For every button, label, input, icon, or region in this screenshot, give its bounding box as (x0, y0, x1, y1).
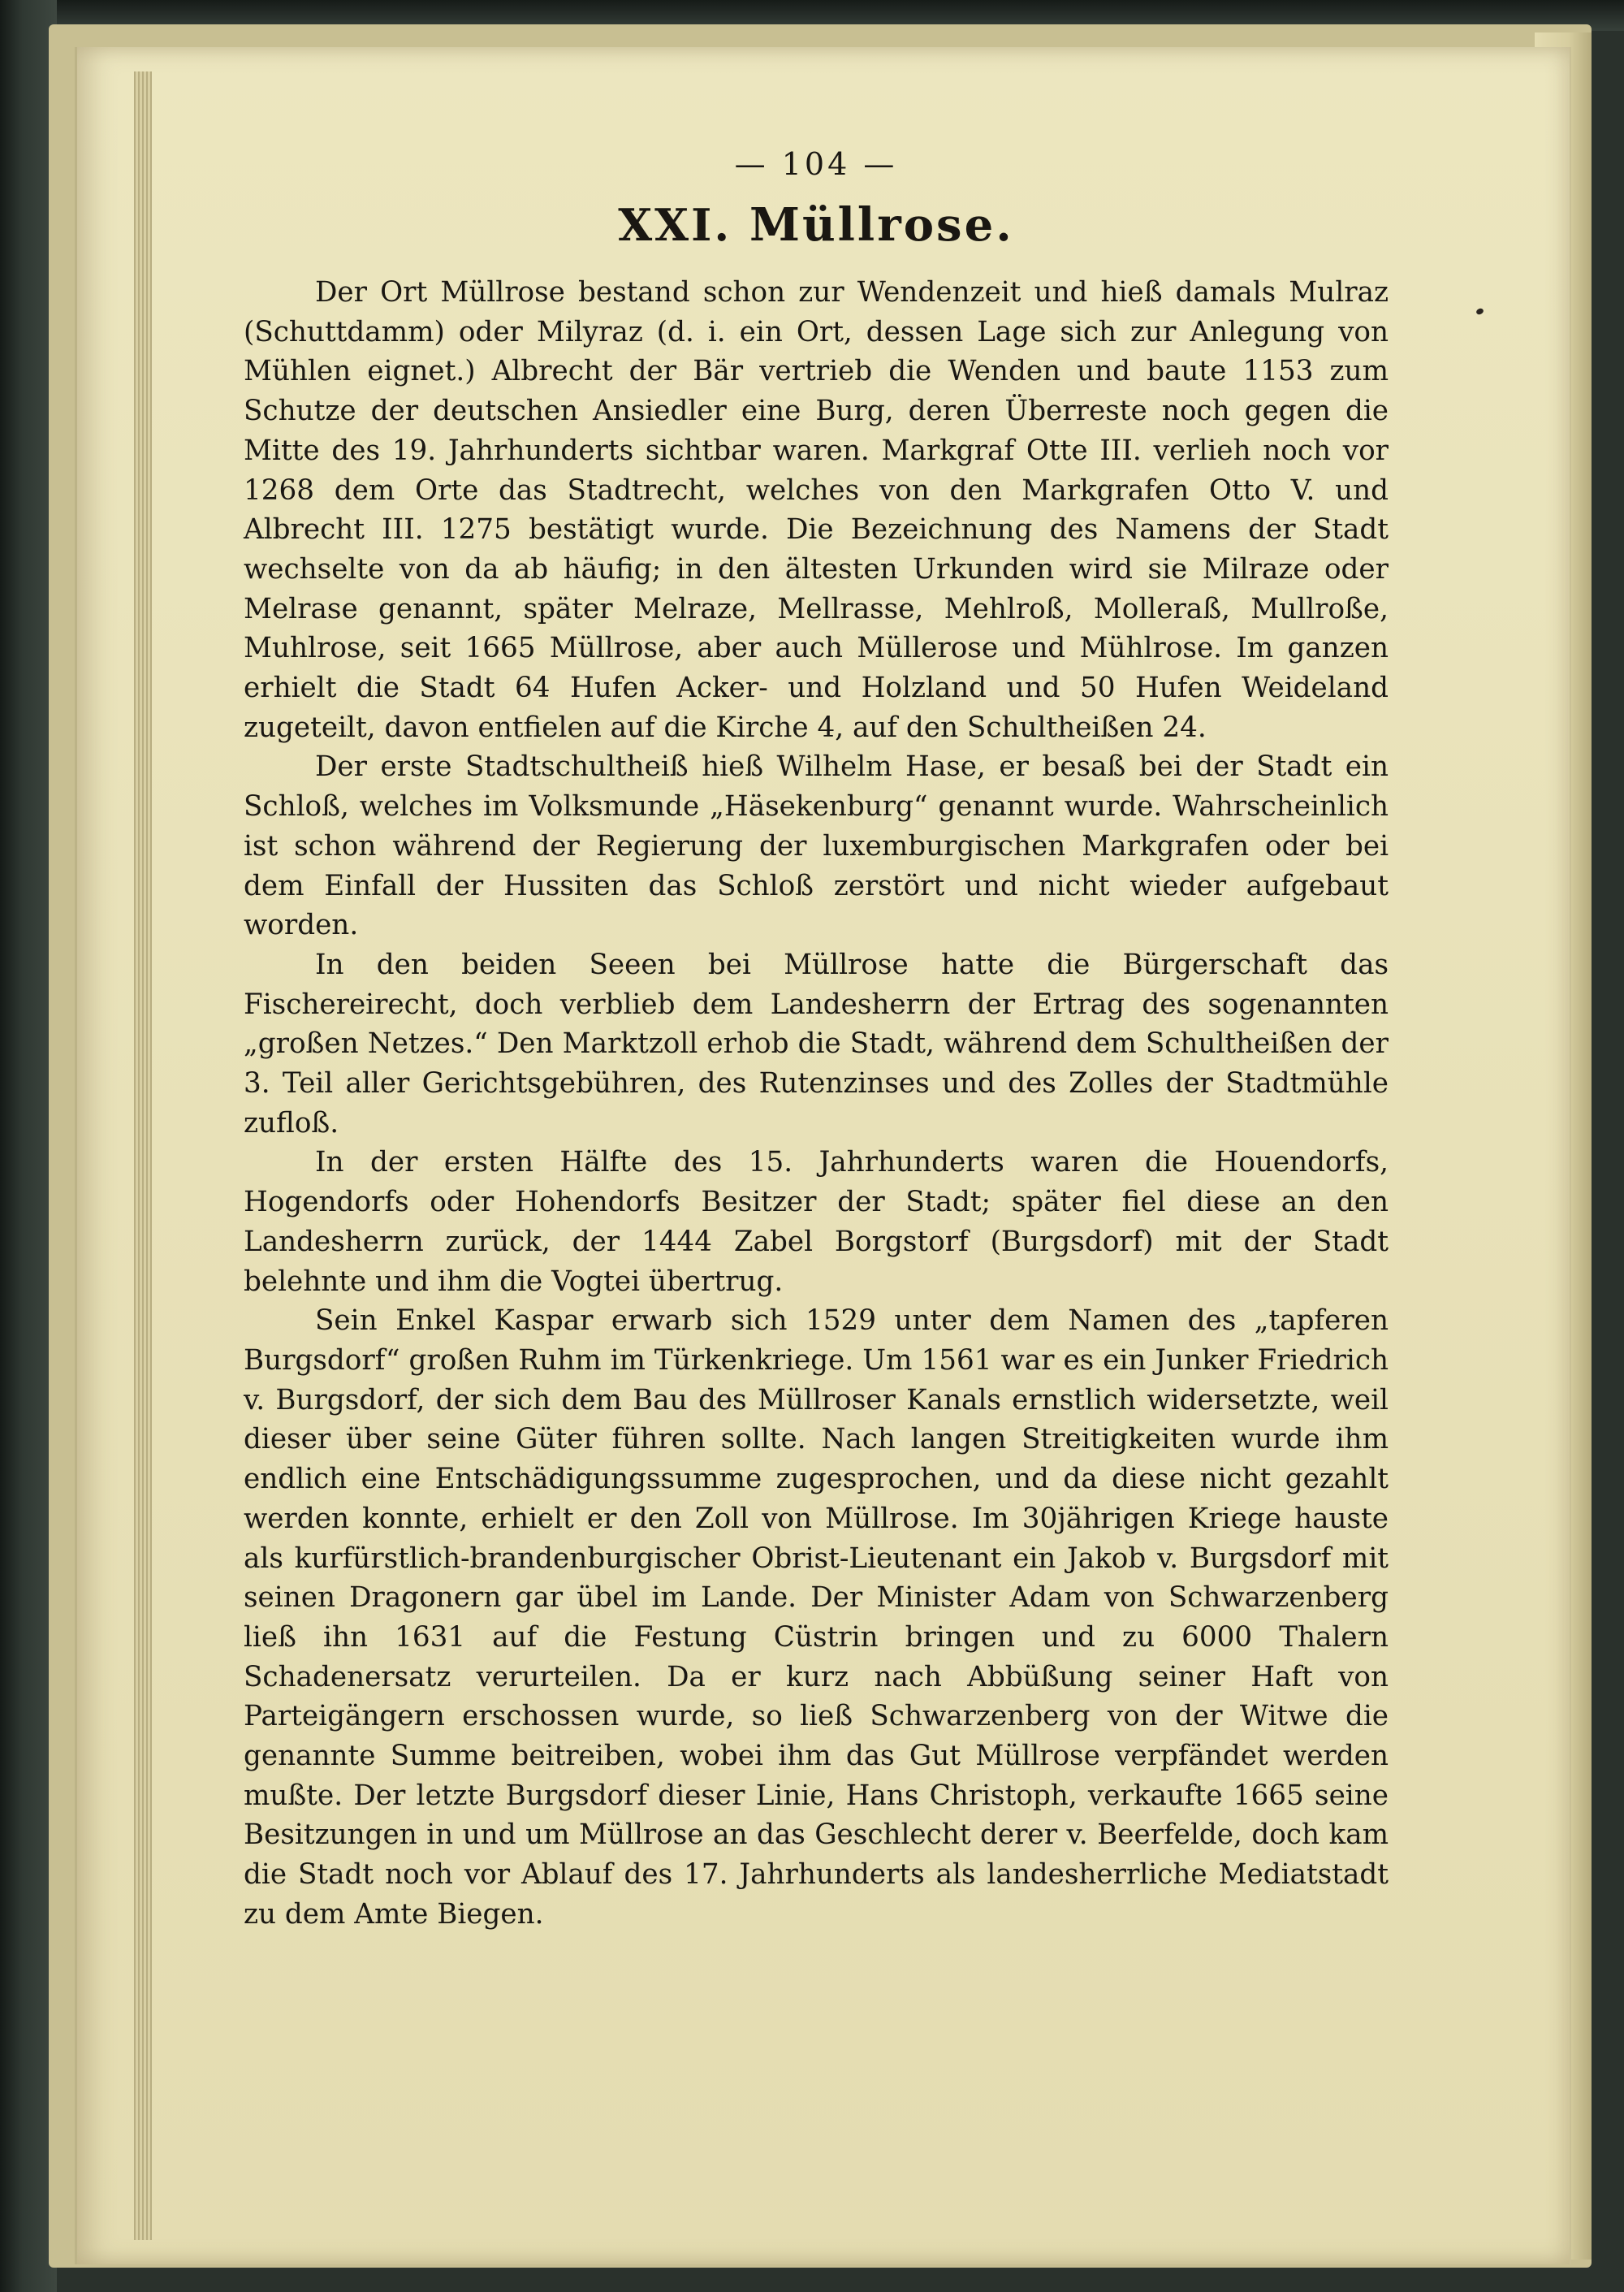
paragraph: Der erste Stadtschultheiß hieß Wilhelm Hase, er besaß bei der Stadt ein Schloß, welches im Volksmunde „Häsekenburg“ genannt wurde. Wahrscheinlich ist schon während der Regierung der luxemburgischen Markgrafen oder bei dem Einfall der Hussiten das Schloß zerstört und nicht wieder aufgebaut worden. (244, 750, 1389, 942)
chapter-heading (244, 198, 1389, 252)
paragraph: Sein Enkel Kaspar erwarb sich 1529 unter dem Namen des „tapferen Burgsdorf“ großen Ruhm im Türkenkriege. Um 1561 war es ein Junker Friedrich v. Burgsdorf, der sich dem Bau des Müllroser Kanals ernstlich widersetzte, weil dieser über seine Güter führen sollte. Nach langen Streitigkeiten wurde ihm endlich eine Entschädigungssumme zugesprochen, und da diese nicht gezahlt werden konnte, erhielt er den Zoll von Müllrose. Im 30jährigen Kriege hauste als kurfürstlich-brandenburgischer Obrist-Lieutenant ein Jakob v. Burgsdorf mit seinen Dragonern gar übel im Lande. Der Minister Adam von Schwarzenberg ließ ihn 1631 auf die Festung Cüstrin bringen und zu 6000 Thalern Schadenersatz verurteilen. Da er kurz nach Abbüßung seiner Haft von Parteigängern erschossen wurde, so ließ Schwarzenberg von der Witwe die genannte Summe beitreiben, wobei ihm das Gut Müllrose verpfändet werden mußte. Der letzte Burgsdorf dieser Linie, Hans Christoph, verkaufte 1665 seine Besitzungen in und um Müllrose an das Geschlecht derer v. Beerfelde, doch kam die Stadt noch vor Ablauf des 17. Jahrhunderts als landesherrliche Mediatstadt zu dem Amte Biegen. (244, 1304, 1389, 1931)
page-content (244, 146, 1389, 1935)
page-number: — 104 — (734, 146, 898, 182)
chapter-title: Müllrose. (749, 198, 1014, 252)
page-edges (134, 71, 152, 2240)
paragraph: In der ersten Hälfte des 15. Jahrhunderts waren die Houendorfs, Hogendorfs oder Hohendorfs Besitzer der Stadt; später fiel diese an den Landesherrn zurück, der 1444 Zabel Borgstorf (Burgsdorf) mit der Stadt belehnte und ihm die Vogtei übertrug. (244, 1146, 1389, 1298)
chapter-numeral: XXI. (618, 199, 732, 251)
paragraph: In den beiden Seeen bei Müllrose hatte die Bürgerschaft das Fischereirecht, doch verblieb dem Landesherrn der Ertrag des sogenannten „großen Netzes.“ Den Marktzoll erhob die Stadt, während dem Schultheißen der 3. Teil aller Gerichtsgebühren, des Rutenzinses und des Zolles der Stadtmühle zufloß. (244, 948, 1389, 1140)
paragraph: Der Ort Müllrose bestand schon zur Wendenzeit und hieß damals Mulraz (Schuttdamm) oder Milyraz (d. i. ein Ort, dessen Lage sich zur Anlegung von Mühlen eignet.) Albrecht der Bär vertrieb die Wenden und baute 1153 zum Schutze der deutschen Ansiedler eine Burg, deren Überreste noch gegen die Mitte des 19. Jahrhunderts sichtbar waren. Markgraf Otte III. verlieh noch vor 1268 dem Orte das Stadtrecht, welches von den Markgrafen Otto V. und Albrecht III. 1275 bestätigt wurde. Die Bezeichnung des Namens der Stadt wechselte von da ab häufig; in den ältesten Urkunden wird sie Milraze oder Melrase genannt, später Melraze, Mellrasse, Mehlroß, Molleraß, Mullroße, Muhlrose, seit 1665 Müllrose, aber auch Müllerose und Mühlrose. Im ganzen erhielt die Stadt 64 Hufen Acker- und Holzland und 50 Hufen Weideland zugeteilt, davon entfielen auf die Kirche 4, auf den Schultheißen 24. (244, 276, 1389, 744)
